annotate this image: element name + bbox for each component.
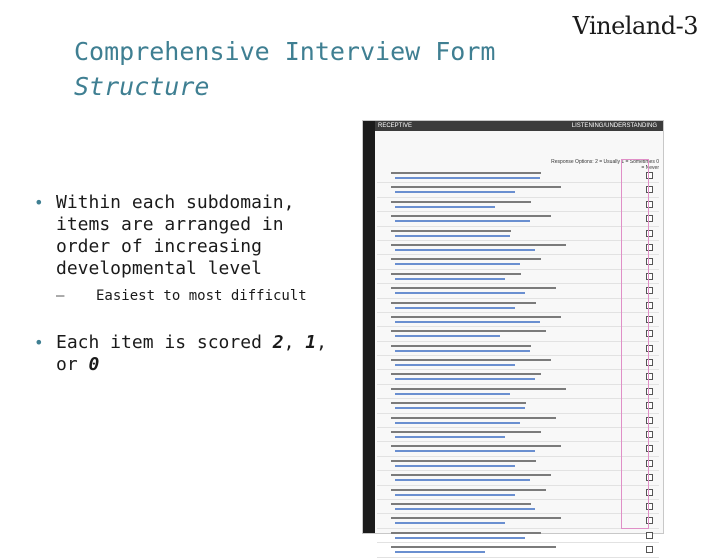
bullet-list	[30, 192, 340, 388]
row-tip-line	[395, 407, 525, 409]
row-tip-line	[395, 292, 525, 294]
form-row	[377, 442, 659, 456]
dash-icon: –	[56, 288, 65, 304]
row-text-line	[391, 172, 541, 174]
form-row	[377, 457, 659, 471]
row-text-line	[391, 503, 531, 505]
bullet-item	[30, 332, 340, 376]
form-row	[377, 327, 659, 341]
form-row	[377, 399, 659, 413]
row-tip-line	[395, 191, 515, 193]
row-tip-line	[395, 378, 535, 380]
row-tip-line	[395, 307, 515, 309]
row-text-line	[391, 201, 531, 203]
row-text-line	[391, 460, 536, 462]
row-tip-line	[395, 350, 530, 352]
form-row	[377, 370, 659, 384]
row-text-line	[391, 316, 561, 318]
row-text-line	[391, 417, 556, 419]
bullet-item	[30, 192, 340, 306]
row-tip-line	[395, 465, 515, 467]
row-tip-line	[395, 177, 540, 179]
separator: , or	[56, 332, 327, 375]
row-tip-line	[395, 220, 530, 222]
row-text-line	[391, 186, 561, 188]
form-row	[377, 342, 659, 356]
slide-title-line2: Structure	[74, 72, 210, 101]
slide-title-line1: Comprehensive Interview Form	[74, 37, 496, 66]
row-text-line	[391, 431, 541, 433]
row-text-line	[391, 517, 561, 519]
form-row	[377, 212, 659, 226]
row-tip-line	[395, 321, 540, 323]
form-header	[375, 121, 663, 131]
row-tip-line	[395, 422, 520, 424]
form-row	[377, 500, 659, 514]
form-header-right: LISTENING/UNDERSTANDING	[571, 123, 657, 129]
form-row	[377, 299, 659, 313]
form-row	[377, 227, 659, 241]
row-tip-line	[395, 364, 515, 366]
form-row	[377, 414, 659, 428]
row-text-line	[391, 345, 531, 347]
row-tip-line	[395, 393, 510, 395]
form-row	[377, 385, 659, 399]
row-text-line	[391, 489, 546, 491]
form-row	[377, 241, 659, 255]
row-tip-line	[395, 436, 505, 438]
form-row	[377, 471, 659, 485]
row-text-line	[391, 273, 521, 275]
row-text-line	[391, 230, 511, 232]
row-text-line	[391, 546, 556, 548]
row-tip-line	[395, 551, 485, 553]
score-value: 2	[272, 332, 284, 353]
score-column-highlight	[621, 159, 649, 529]
row-tip-line	[395, 508, 535, 510]
row-text-line	[391, 474, 551, 476]
row-tip-line	[395, 278, 505, 280]
form-row	[377, 313, 659, 327]
row-checkbox	[646, 532, 653, 539]
row-text-line	[391, 215, 551, 217]
form-row	[377, 543, 659, 557]
score-value: 1	[305, 332, 317, 353]
row-text-line	[391, 330, 546, 332]
score-value: 0	[88, 354, 100, 375]
form-row	[377, 284, 659, 298]
form-side-strip	[363, 121, 375, 533]
form-row	[377, 169, 659, 183]
row-text-line	[391, 373, 541, 375]
row-text-line	[391, 258, 541, 260]
sub-bullet	[56, 286, 340, 306]
row-tip-line	[395, 537, 525, 539]
row-text-line	[391, 302, 536, 304]
bullet-text: Each item is scored	[56, 332, 273, 353]
form-row	[377, 529, 659, 543]
interview-form-image	[362, 120, 664, 534]
form-rows	[377, 169, 659, 527]
row-tip-line	[395, 263, 520, 265]
row-tip-line	[395, 450, 535, 452]
score-legend: Response Options: 2 = Usually 1 = Sometimes 0 = Never	[551, 159, 659, 171]
form-row	[377, 270, 659, 284]
row-tip-line	[395, 206, 495, 208]
form-row	[377, 514, 659, 528]
row-tip-line	[395, 249, 535, 251]
row-text-line	[391, 359, 551, 361]
form-row	[377, 255, 659, 269]
row-text-line	[391, 532, 541, 534]
bullet-text: Within each subdomain, items are arranged in order of increasing developmental level	[56, 192, 295, 279]
form-row	[377, 428, 659, 442]
form-row	[377, 356, 659, 370]
separator: ,	[283, 332, 306, 353]
form-row	[377, 486, 659, 500]
sub-bullet-text: Easiest to most difficult	[96, 288, 307, 304]
row-tip-line	[395, 479, 530, 481]
row-text-line	[391, 287, 556, 289]
row-text-line	[391, 388, 566, 390]
form-row	[377, 183, 659, 197]
row-text-line	[391, 445, 561, 447]
row-tip-line	[395, 235, 510, 237]
form-header-left: RECEPTIVE	[378, 123, 413, 129]
bullet-dot-icon: •	[34, 333, 44, 352]
row-tip-line	[395, 494, 515, 496]
row-text-line	[391, 402, 526, 404]
form-row	[377, 198, 659, 212]
row-tip-line	[395, 522, 505, 524]
row-tip-line	[395, 335, 500, 337]
row-text-line	[391, 244, 566, 246]
slide-title	[74, 34, 544, 104]
vineland-logo: Vineland-3	[572, 12, 698, 40]
row-checkbox	[646, 546, 653, 553]
bullet-dot-icon: •	[34, 193, 44, 212]
